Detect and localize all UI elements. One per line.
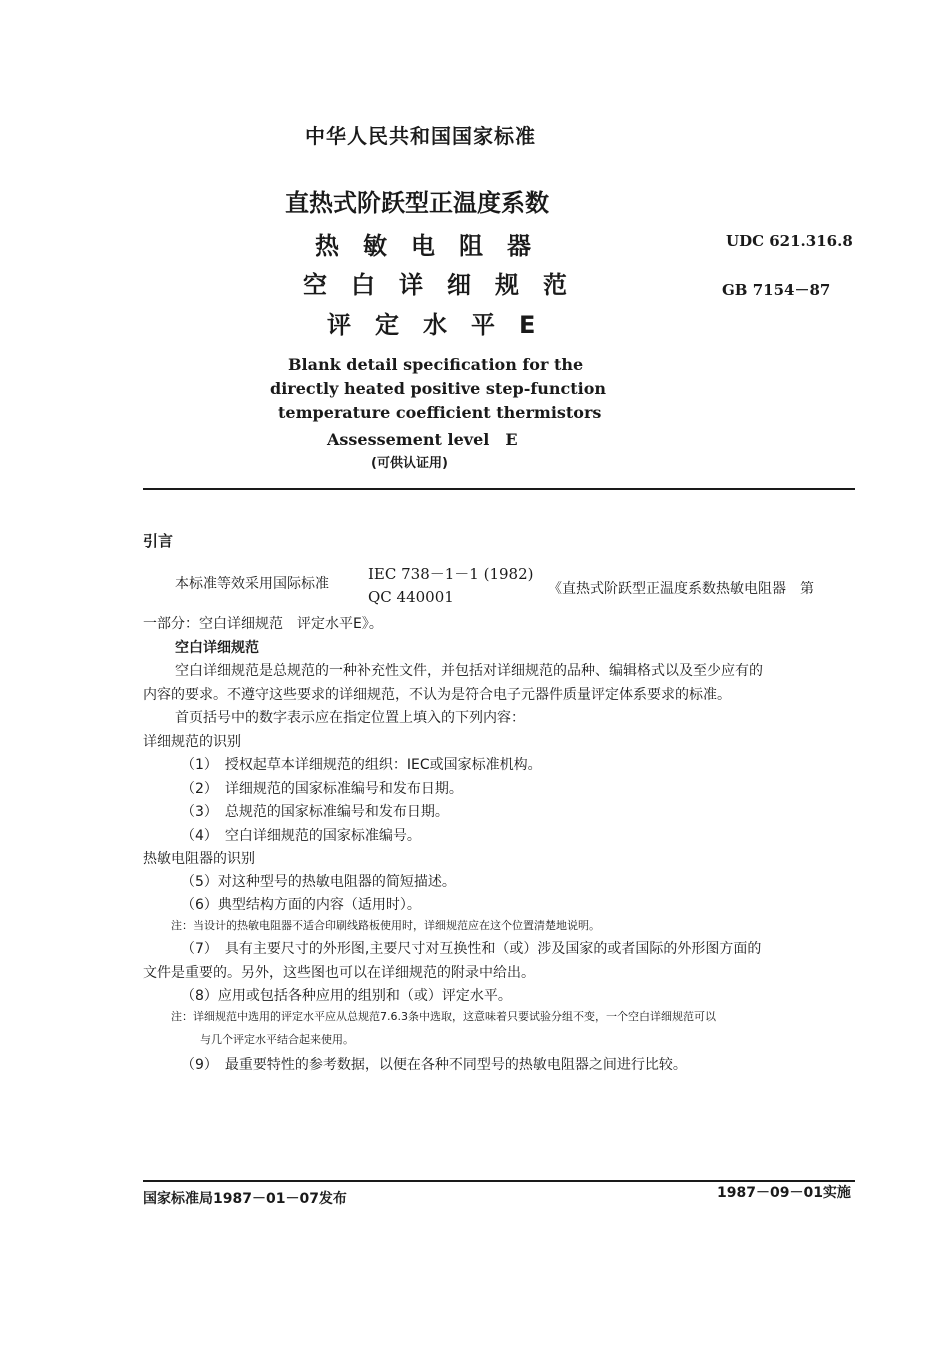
list-item: （5）对这种型号的热敏电阻器的简短描述。 xyxy=(181,874,456,890)
national-standard-title: 中华人民共和国国家标准 xyxy=(305,124,536,148)
paragraph-1-line-2: 内容的要求。不遵守这些要求的详细规范，不认为是符合电子元器件质量评定体系要求的标准。 xyxy=(143,687,731,703)
note-2-line-1: 注：详细规范中选用的评定水平应从总规范7.6.3条中选取，这意味着只要试验分组不变，一个空白详细规范可以 xyxy=(171,1010,716,1023)
blank-spec-heading: 空白详细规范 xyxy=(175,640,259,656)
adopt-prefix: 本标准等效采用国际标准 xyxy=(175,576,329,592)
gb-code: GB 7154－87 xyxy=(722,281,831,299)
list-item: （8）应用或包括各种应用的组别和（或）评定水平。 xyxy=(181,988,512,1004)
list-item: （2） 详细规范的国家标准编号和发布日期。 xyxy=(181,781,463,797)
qc-reference: QC 440001 xyxy=(368,588,454,606)
identification-heading: 详细规范的识别 xyxy=(143,734,241,750)
header-divider xyxy=(143,488,855,490)
adopt-title-part-2: 一部分：空白详细规范 评定水平E》。 xyxy=(143,616,383,632)
list-item: （6）典型结构方面的内容（适用时）。 xyxy=(181,897,421,913)
title-line-4: 评 定 水 平 E xyxy=(327,311,536,339)
thermistor-identification-heading: 热敏电阻器的识别 xyxy=(143,851,255,867)
title-line-2: 热 敏 电 阻 器 xyxy=(315,232,531,260)
english-title-line-3: temperature coefficient thermistors xyxy=(278,403,602,422)
udc-code: UDC 621.316.8 xyxy=(726,232,853,250)
paragraph-1-line-1: 空白详细规范是总规范的一种补充性文件，并包括对详细规范的品种、编辑格式以及至少应有的 xyxy=(175,663,763,679)
list-item: （9） 最重要特性的参考数据，以便在各种不同型号的热敏电阻器之间进行比较。 xyxy=(181,1057,687,1073)
list-item: （3） 总规范的国家标准编号和发布日期。 xyxy=(181,804,449,820)
note-1: 注：当设计的热敏电阻器不适合印刷线路板使用时，详细规范应在这个位置清楚地说明。 xyxy=(171,919,600,932)
title-line-3: 空 白 详 细 规 范 xyxy=(303,271,567,299)
note-2-line-2: 与几个评定水平结合起来使用。 xyxy=(200,1033,354,1046)
list-item: （4） 空白详细规范的国家标准编号。 xyxy=(181,828,421,844)
issue-date: 国家标准局1987－01－07发布 xyxy=(143,1191,347,1207)
certification-note: (可供认证用) xyxy=(371,456,448,471)
english-title-line-1: Blank detail specification for the xyxy=(288,355,584,374)
list-item: （1） 授权起草本详细规范的组织：IEC或国家标准机构。 xyxy=(181,757,542,773)
iec-reference: IEC 738－1－1 (1982) xyxy=(368,565,534,583)
intro-heading: 引言 xyxy=(143,532,174,550)
effective-date: 1987－09－01实施 xyxy=(717,1185,851,1201)
adopt-title-part-1: 《直热式阶跃型正温度系数热敏电阻器 第 xyxy=(548,581,814,597)
list-item: （7） 具有主要尺寸的外形图,主要尺寸对互换性和（或）涉及国家的或者国际的外形图方面的 xyxy=(181,941,762,957)
english-title-line-2: directly heated positive step-function xyxy=(270,379,606,398)
list-item-continuation: 文件是重要的。另外，这些图也可以在详细规范的附录中给出。 xyxy=(143,965,535,981)
english-title-line-4: Assessement level E xyxy=(327,430,518,449)
title-line-1: 直热式阶跃型正温度系数 xyxy=(285,189,549,217)
paragraph-2: 首页括号中的数字表示应在指定位置上填入的下列内容： xyxy=(175,710,525,726)
